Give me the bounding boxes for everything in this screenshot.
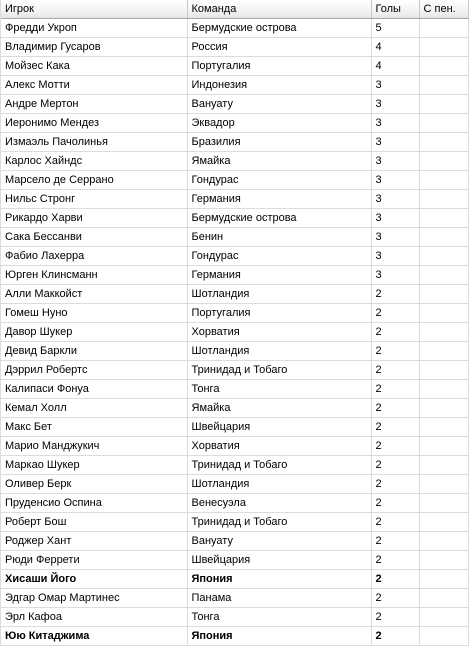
- cell-player: Рикардо Харви: [1, 209, 187, 228]
- cell-penalties: [419, 171, 468, 190]
- cell-player: Кемал Холл: [1, 399, 187, 418]
- cell-penalties: [419, 475, 468, 494]
- cell-team: Панама: [187, 589, 371, 608]
- table-row[interactable]: [1, 152, 468, 171]
- table-row[interactable]: [1, 551, 468, 570]
- cell-player: Карлос Хайндс: [1, 152, 187, 171]
- cell-player: Мойзес Кака: [1, 57, 187, 76]
- table-row[interactable]: [1, 247, 468, 266]
- cell-team: Бенин: [187, 228, 371, 247]
- table-body: [1, 19, 468, 646]
- cell-goals: 3: [371, 95, 419, 114]
- cell-player: Марио Манджукич: [1, 437, 187, 456]
- column-header-goals[interactable]: Голы: [371, 0, 419, 19]
- cell-penalties: [419, 532, 468, 551]
- cell-team: Вануату: [187, 532, 371, 551]
- cell-player: Гомеш Нуно: [1, 304, 187, 323]
- cell-team: Германия: [187, 266, 371, 285]
- table-row[interactable]: [1, 19, 468, 38]
- cell-goals: 2: [371, 399, 419, 418]
- cell-team: Бермудские острова: [187, 19, 371, 38]
- cell-penalties: [419, 323, 468, 342]
- cell-player: Фабио Лахерра: [1, 247, 187, 266]
- table-row[interactable]: [1, 57, 468, 76]
- cell-penalties: [419, 190, 468, 209]
- cell-player: Роджер Хант: [1, 532, 187, 551]
- cell-team: Хорватия: [187, 323, 371, 342]
- cell-penalties: [419, 627, 468, 646]
- table-row[interactable]: [1, 589, 468, 608]
- cell-player: Нильс Стронг: [1, 190, 187, 209]
- cell-penalties: [419, 95, 468, 114]
- cell-penalties: [419, 570, 468, 589]
- cell-player: Юю Китаджима: [1, 627, 187, 646]
- cell-player: Эрл Кафоа: [1, 608, 187, 627]
- table-row[interactable]: [1, 532, 468, 551]
- cell-goals: 2: [371, 551, 419, 570]
- cell-player: Макс Бет: [1, 418, 187, 437]
- cell-goals: 3: [371, 133, 419, 152]
- cell-goals: 3: [371, 190, 419, 209]
- cell-goals: 3: [371, 114, 419, 133]
- cell-goals: 3: [371, 76, 419, 95]
- table-row[interactable]: [1, 95, 468, 114]
- cell-team: Бразилия: [187, 133, 371, 152]
- cell-player: Роберт Бош: [1, 513, 187, 532]
- cell-penalties: [419, 494, 468, 513]
- cell-penalties: [419, 209, 468, 228]
- cell-goals: 2: [371, 342, 419, 361]
- cell-goals: 2: [371, 608, 419, 627]
- cell-penalties: [419, 513, 468, 532]
- table-row[interactable]: [1, 342, 468, 361]
- cell-goals: 2: [371, 532, 419, 551]
- cell-goals: 2: [371, 627, 419, 646]
- cell-player: Калипаси Фонуа: [1, 380, 187, 399]
- cell-player: Измаэль Пачолинья: [1, 133, 187, 152]
- table-row[interactable]: [1, 266, 468, 285]
- cell-goals: 2: [371, 323, 419, 342]
- cell-penalties: [419, 399, 468, 418]
- cell-team: Швейцария: [187, 551, 371, 570]
- cell-team: Россия: [187, 38, 371, 57]
- table-row[interactable]: [1, 114, 468, 133]
- cell-goals: 3: [371, 247, 419, 266]
- cell-penalties: [419, 76, 468, 95]
- cell-team: Бермудские острова: [187, 209, 371, 228]
- cell-team: Португалия: [187, 304, 371, 323]
- cell-player: Владимир Гусаров: [1, 38, 187, 57]
- scorers-table: [1, 0, 469, 646]
- table-row[interactable]: [1, 38, 468, 57]
- cell-penalties: [419, 437, 468, 456]
- table-row[interactable]: [1, 228, 468, 247]
- cell-goals: 2: [371, 570, 419, 589]
- cell-penalties: [419, 228, 468, 247]
- cell-team: Гондурас: [187, 171, 371, 190]
- cell-team: Португалия: [187, 57, 371, 76]
- cell-team: Шотландия: [187, 475, 371, 494]
- cell-penalties: [419, 551, 468, 570]
- table-row[interactable]: [1, 456, 468, 475]
- cell-goals: 2: [371, 380, 419, 399]
- cell-goals: 3: [371, 209, 419, 228]
- cell-player: Маркао Шукер: [1, 456, 187, 475]
- cell-player: Сака Бессанви: [1, 228, 187, 247]
- cell-goals: 2: [371, 475, 419, 494]
- cell-penalties: [419, 133, 468, 152]
- cell-penalties: [419, 19, 468, 38]
- cell-penalties: [419, 456, 468, 475]
- table-row[interactable]: [1, 209, 468, 228]
- cell-goals: 2: [371, 513, 419, 532]
- cell-penalties: [419, 38, 468, 57]
- cell-team: Япония: [187, 570, 371, 589]
- cell-team: Тринидад и Тобаго: [187, 513, 371, 532]
- cell-team: Индонезия: [187, 76, 371, 95]
- cell-team: Германия: [187, 190, 371, 209]
- cell-penalties: [419, 114, 468, 133]
- cell-goals: 3: [371, 266, 419, 285]
- cell-player: Эдгар Омар Мартинес: [1, 589, 187, 608]
- cell-penalties: [419, 152, 468, 171]
- cell-goals: 2: [371, 418, 419, 437]
- table-row[interactable]: [1, 76, 468, 95]
- cell-team: Тринидад и Тобаго: [187, 361, 371, 380]
- cell-player: Иеронимо Мендез: [1, 114, 187, 133]
- table-row[interactable]: [1, 323, 468, 342]
- table-row[interactable]: [1, 608, 468, 627]
- cell-team: Эквадор: [187, 114, 371, 133]
- cell-penalties: [419, 266, 468, 285]
- cell-penalties: [419, 57, 468, 76]
- table-row[interactable]: [1, 380, 468, 399]
- cell-team: Шотландия: [187, 342, 371, 361]
- table-row[interactable]: [1, 171, 468, 190]
- cell-player: Девид Баркли: [1, 342, 187, 361]
- cell-team: Ямайка: [187, 399, 371, 418]
- column-header-penalties[interactable]: С пен.: [419, 0, 468, 19]
- cell-goals: 2: [371, 589, 419, 608]
- table-row[interactable]: [1, 570, 468, 589]
- cell-team: Вануату: [187, 95, 371, 114]
- cell-team: Швейцария: [187, 418, 371, 437]
- cell-player: Рюди Феррети: [1, 551, 187, 570]
- table-row[interactable]: [1, 399, 468, 418]
- table-row[interactable]: [1, 190, 468, 209]
- table-row[interactable]: [1, 133, 468, 152]
- cell-team: Венесуэла: [187, 494, 371, 513]
- cell-team: Тринидад и Тобаго: [187, 456, 371, 475]
- cell-player: Марсело де Серрано: [1, 171, 187, 190]
- cell-goals: 2: [371, 437, 419, 456]
- cell-player: Алекс Мотти: [1, 76, 187, 95]
- table-row[interactable]: [1, 418, 468, 437]
- cell-penalties: [419, 380, 468, 399]
- cell-goals: 3: [371, 228, 419, 247]
- cell-goals: 5: [371, 19, 419, 38]
- cell-goals: 2: [371, 304, 419, 323]
- cell-player: Давор Шукер: [1, 323, 187, 342]
- cell-goals: 4: [371, 38, 419, 57]
- cell-player: Оливер Берк: [1, 475, 187, 494]
- table-row[interactable]: [1, 285, 468, 304]
- table-row[interactable]: [1, 513, 468, 532]
- cell-player: Алли Маккойст: [1, 285, 187, 304]
- cell-player: Андре Мертон: [1, 95, 187, 114]
- cell-penalties: [419, 342, 468, 361]
- cell-player: Дэррил Робертс: [1, 361, 187, 380]
- cell-team: Ямайка: [187, 152, 371, 171]
- cell-player: Пруденсио Оспина: [1, 494, 187, 513]
- cell-team: Тонга: [187, 608, 371, 627]
- cell-team: Хорватия: [187, 437, 371, 456]
- cell-team: Шотландия: [187, 285, 371, 304]
- cell-goals: 3: [371, 152, 419, 171]
- cell-goals: 2: [371, 494, 419, 513]
- cell-goals: 3: [371, 171, 419, 190]
- table-row[interactable]: [1, 627, 468, 646]
- cell-penalties: [419, 361, 468, 380]
- table-row[interactable]: [1, 361, 468, 380]
- cell-penalties: [419, 304, 468, 323]
- cell-goals: 4: [371, 57, 419, 76]
- cell-team: Япония: [187, 627, 371, 646]
- cell-goals: 2: [371, 285, 419, 304]
- cell-team: Тонга: [187, 380, 371, 399]
- table-row[interactable]: [1, 437, 468, 456]
- table-row[interactable]: [1, 494, 468, 513]
- column-header-player[interactable]: Игрок: [1, 0, 187, 19]
- table-row[interactable]: [1, 475, 468, 494]
- column-header-team[interactable]: Команда: [187, 0, 371, 19]
- cell-goals: 2: [371, 456, 419, 475]
- header-row: [1, 0, 468, 19]
- cell-penalties: [419, 589, 468, 608]
- table-row[interactable]: [1, 304, 468, 323]
- cell-penalties: [419, 247, 468, 266]
- cell-player: Хисаши Його: [1, 570, 187, 589]
- cell-penalties: [419, 285, 468, 304]
- cell-team: Гондурас: [187, 247, 371, 266]
- cell-penalties: [419, 418, 468, 437]
- cell-goals: 2: [371, 361, 419, 380]
- cell-player: Фредди Укроп: [1, 19, 187, 38]
- cell-penalties: [419, 608, 468, 627]
- cell-player: Юрген Клинсманн: [1, 266, 187, 285]
